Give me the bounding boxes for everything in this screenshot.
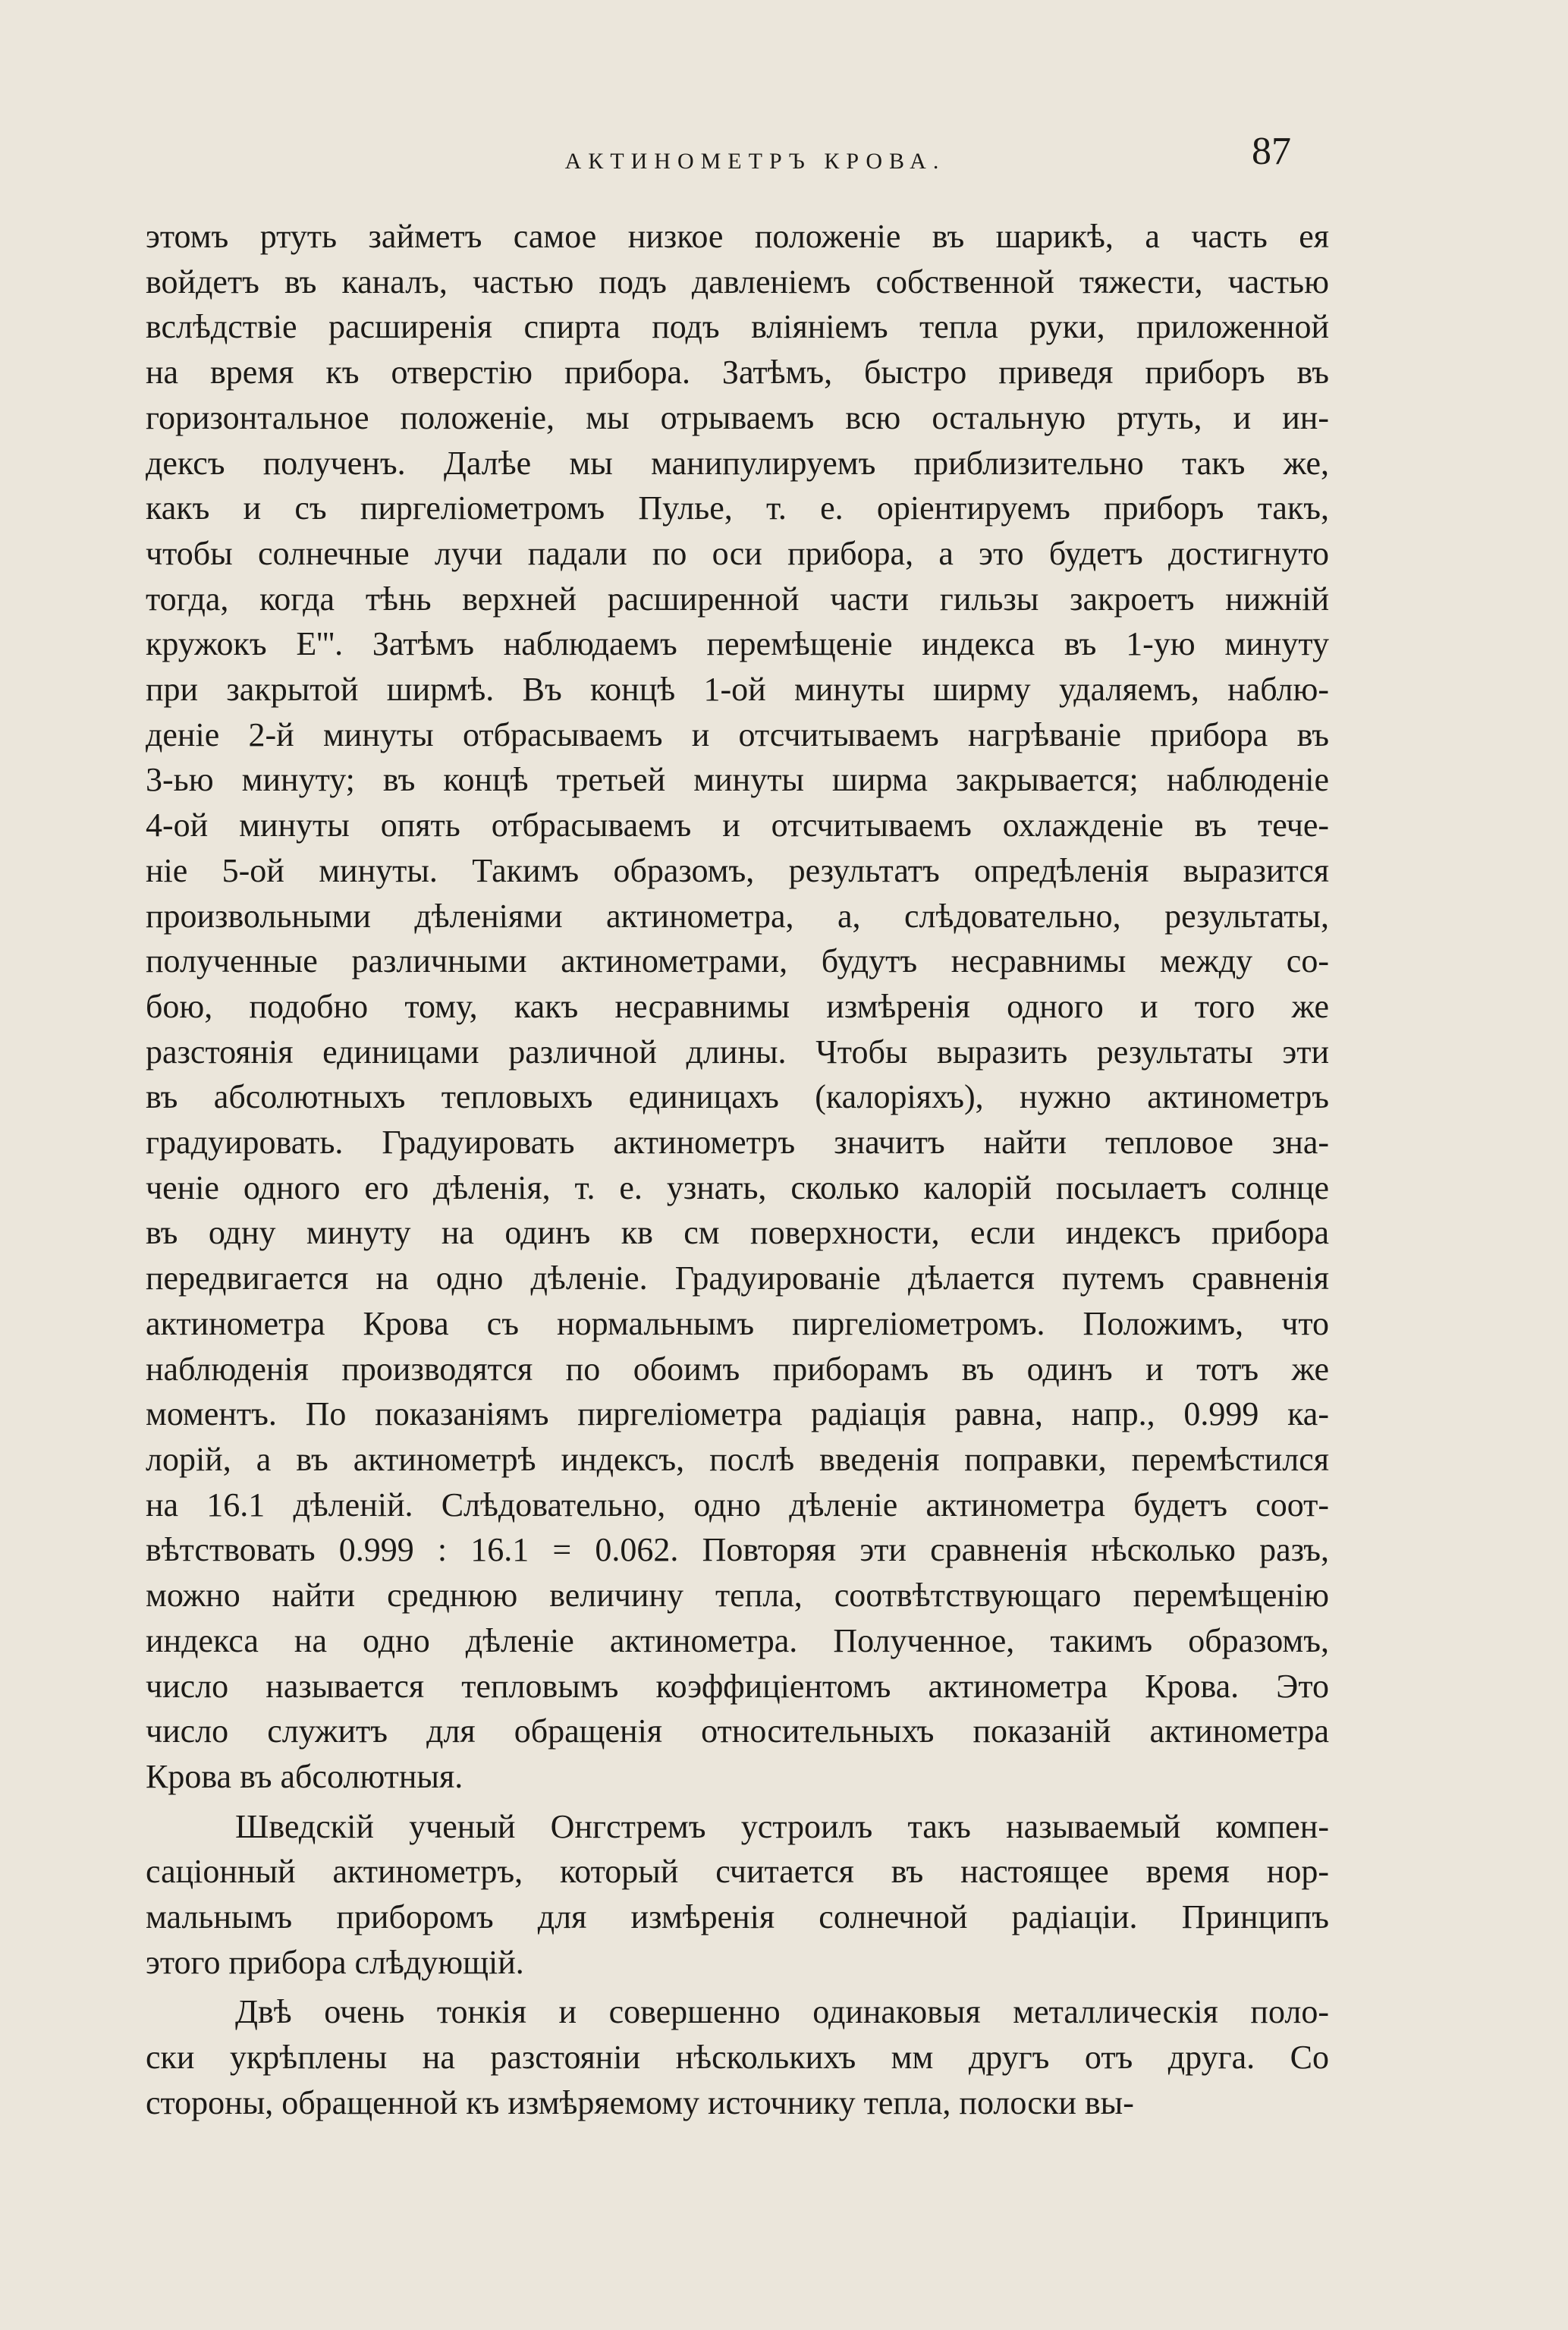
text-line: градуировать. Градуировать актинометръ значитъ найти тепловое зна- — [146, 1124, 1329, 1162]
text-line: этого прибора слѣдующій. — [146, 1943, 524, 1981]
text-line: Крова въ абсолютныя. — [146, 1757, 463, 1795]
text-line: дексъ полученъ. Далѣе мы манипулируемъ приблизительно такъ же, — [146, 444, 1329, 482]
text-line: деніе 2-й минуты отбрасываемъ и отсчитываемъ нагрѣваніе прибора въ — [146, 715, 1329, 753]
text-line: 3-ью минуту; въ концѣ третьей минуты ширма закрывается; наблюденіе — [146, 761, 1329, 799]
text-line: при закрытой ширмѣ. Въ концѣ 1-ой минуты ширму удаляемъ, наблю- — [146, 671, 1329, 709]
page-number: 87 — [1252, 130, 1291, 173]
text-line: ски укрѣплены на разстояніи нѣсколькихъ мм другъ отъ друга. Со — [146, 2039, 1329, 2077]
text-line: наблюденія производятся по обоимъ приборамъ въ одинъ и тотъ же — [146, 1350, 1329, 1388]
text-line: Двѣ очень тонкія и совершенно одинаковыя металлическія поло- — [235, 1993, 1329, 2031]
paragraph — [146, 1989, 1329, 2125]
text-line: въ абсолютныхъ тепловыхъ единицахъ (калоріяхъ), нужно актинометръ — [146, 1078, 1329, 1116]
text-line: въ одну минуту на одинъ кв см поверхности, если индексъ прибора — [146, 1214, 1329, 1252]
text-line: вслѣдствіе расширенія спирта подъ вліяніемъ тепла руки, приложенной — [146, 308, 1329, 346]
text-line: на 16.1 дѣленій. Слѣдовательно, одно дѣленіе актинометра будетъ соот- — [146, 1486, 1329, 1523]
text-line: какъ и съ пиргеліометромъ Пулье, т. е. оріентируемъ приборъ такъ, — [146, 489, 1329, 527]
text-line: лорій, а въ актинометрѣ индексъ, послѣ введенія поправки, перемѣстился — [146, 1440, 1329, 1478]
text-line: полученные различными актинометрами, будутъ несравнимы между со- — [146, 942, 1329, 980]
text-line: войдетъ въ каналъ, частью подъ давленіемъ собственной тяжести, частью — [146, 263, 1329, 300]
text-line: мальнымъ приборомъ для измѣренія солнечной радіаціи. Принципъ — [146, 1898, 1329, 1936]
text-line: этомъ ртуть займетъ самое низкое положеніе въ шарикѣ, а часть ея — [146, 218, 1329, 255]
text-line: чтобы солнечные лучи падали по оси прибора, а это будетъ достигнуто — [146, 534, 1329, 572]
text-line: актинометра Крова съ нормальнымъ пиргеліометромъ. Положимъ, что — [146, 1304, 1329, 1342]
text-line: бою, подобно тому, какъ несравнимы измѣренія одного и того же — [146, 987, 1329, 1025]
text-line: саціонный актинометръ, который считается въ настоящее время нор- — [146, 1853, 1329, 1891]
text-line: число называется тепловымъ коэффиціентомъ актинометра Крова. Это — [146, 1667, 1329, 1705]
paragraph — [146, 214, 1329, 1800]
text-line: ченіе одного его дѣленія, т. е. узнать, сколько калорій посылаетъ солнце — [146, 1168, 1329, 1206]
text-line: разстоянія единицами различной длины. Чтобы выразить результаты эти — [146, 1033, 1329, 1071]
text-line: кружокъ E'''. Затѣмъ наблюдаемъ перемѣщеніе индекса въ 1-ую минуту — [146, 625, 1329, 663]
running-title: АКТИНОМЕТРЪ КРОВА. — [564, 149, 946, 174]
text-line: ніе 5-ой минуты. Такимъ образомъ, результатъ опредѣленія выразится — [146, 851, 1329, 889]
text-line: стороны, обращенной къ измѣряемому источнику тепла, полоски вы- — [146, 2083, 1134, 2121]
running-head — [0, 130, 1568, 181]
paragraph — [146, 1804, 1329, 1986]
text-line: можно найти среднюю величину тепла, соотвѣтствующаго перемѣщенію — [146, 1577, 1329, 1615]
body-text — [146, 214, 1329, 2126]
text-line: индекса на одно дѣленіе актинометра. Полученное, такимъ образомъ, — [146, 1621, 1329, 1659]
text-line: передвигается на одно дѣленіе. Градуированіе дѣлается путемъ сравненія — [146, 1259, 1329, 1297]
text-line: Шведскій ученый Онгстремъ устроилъ такъ называемый компен- — [235, 1807, 1329, 1845]
text-line: число служитъ для обращенія относительныхъ показаній актинометра — [146, 1712, 1329, 1750]
text-line: тогда, когда тѣнь верхней расширенной части гильзы закроетъ нижній — [146, 580, 1329, 618]
text-line: на время къ отверстію прибора. Затѣмъ, быстро приведя приборъ въ — [146, 354, 1329, 391]
text-line: 4-ой минуты опять отбрасываемъ и отсчитываемъ охлажденіе въ тече- — [146, 807, 1329, 844]
text-line: горизонтальное положеніе, мы отрываемъ всю остальную ртуть, и ин- — [146, 398, 1329, 436]
text-line: произвольными дѣленіями актинометра, а, слѣдовательно, результаты, — [146, 897, 1329, 935]
text-line: моментъ. По показаніямъ пиргеліометра радіація равна, напр., 0.999 ка- — [146, 1395, 1329, 1433]
text-line: вѣтствовать 0.999 : 16.1 = 0.062. Повторяя эти сравненія нѣсколько разъ, — [146, 1531, 1329, 1569]
